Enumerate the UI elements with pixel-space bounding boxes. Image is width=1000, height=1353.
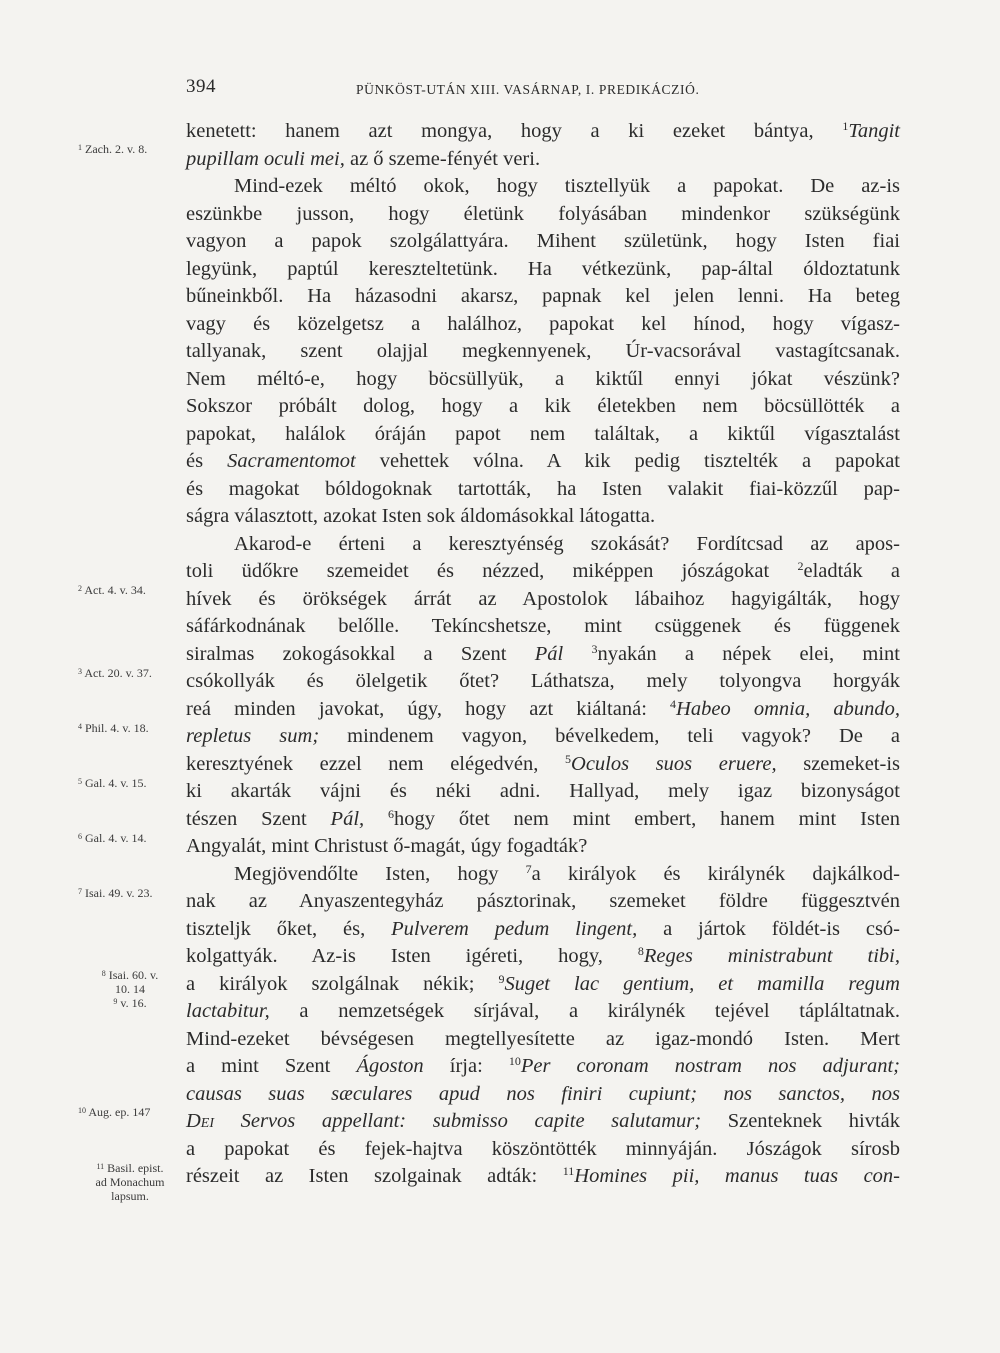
text-line: ságra választott, azokat Isten sok áldomásokkal látogatta. [186,505,656,527]
text-line: csókollyák és ölelgetik őtet? Láthatsza, mely tolyongva horgyák [186,670,900,692]
text-line: és Sacramentomot vehettek vólna. A kik pedig tisztelték a papokat [186,450,900,472]
text-line: vagy és közelgetsz a halálhoz, papokat kel hínod, hogy vígasz- [186,312,900,335]
text-line: sáfárkodnának belőlle. Tekíncshetsze, mint csüggenek és függenek [186,615,900,637]
text-line: a mint Szent Ágoston írja: $^{10}$Per coronam nostram nos adjurant; [186,1054,900,1077]
body-text [186,118,900,1191]
margin-note: $^6$ Gal. 4. v. 14. [78,831,147,845]
text-line: papokat, halálok óráján papot nem találtak, a kiktűl vígasztalást [186,422,900,445]
text-line: Mind-ezeket bévségesen megtellyesítette az igaz-mondó Isten. Mert [186,1027,900,1050]
margin-notes [0,0,186,1353]
margin-note: $^4$ Phil. 4. v. 18. [78,721,149,735]
text-line: pupillam oculi mei, az ő szeme-fényét veri. [186,147,541,170]
text-line: kolgattyák. Az-is Isten igéreti, hogy, $^8$Reges ministrabunt tibi, [186,944,901,967]
margin-note: $^8$ Isai. 60. v. 10. 14 $^9$ v. 16. [101,968,159,1010]
text-line: ki akarták vájni és néki adni. Hallyad, mely igaz bizonyságot [186,780,900,802]
text-line: eszünkbe jusson, hogy életünk folyásában mindenkor szükségünk [186,202,900,225]
margin-note: $^1$ Zach. 2. v. 8. [78,142,148,156]
page-number: 394 [186,76,216,97]
text-line: Akarod-e érteni a keresztyénség szokását? Fordítcsad az apos- [234,532,900,555]
text-line: részeit az Isten szolgainak adták: $^{11}$Homines pii, manus tuas con- [186,1164,900,1187]
text-line: a királyok szolgálnak nékik; $^9$Suget lac gentium, et mamilla regum [186,971,900,995]
text-line: Sokszor próbált dolog, hogy a kik életekben nem böcsüllötték a [186,395,900,417]
text-line: kenetett: hanem azt mongya, hogy a ki ezeket bántya, $^1$Tangit [186,119,900,142]
margin-note: $^5$ Gal. 4. v. 15. [78,776,147,790]
text-line: lactabitur, a nemzetségek sírjával, a királynék tejével tápláltatnak. [186,1000,900,1022]
text-line: a papokat és fejek-hajtva köszöntötték minnyáján. Jószágok sírosb [186,1137,900,1160]
text-line: causas suas sæculares apud nos finiri cupiunt; nos sanctos, nos [186,1082,900,1105]
margin-note: $^{10}$ Aug. ep. 147 [78,1105,151,1119]
text-line: vagyon a papok szolgálattyára. Mihent születünk, hogy Isten fiai [186,230,900,252]
margin-note: $^{11}$ Basil. epist. ad Monachum lapsum. [95,1161,165,1203]
text-line: hívek és örökségek árrát az Apostolok lábaihoz hagyigálták, hogy [186,587,900,610]
text-line: toli üdőkre szemeidet és nézzed, miképpen jószágokat $^2$eladták a [186,559,900,582]
text-line: és magokat bóldogoknak tartották, ha Isten valakit fiai-közzűl pap- [186,477,900,500]
text-line: Dei Servos appellant: submisso capite salutamur; Szenteknek hivták [186,1110,901,1132]
text-line: reá minden javokat, úgy, hogy azt kiáltaná: $^4$Habeo omnia, abundo, [186,696,900,720]
text-line: siralmas zokogásokkal a Szent Pál $^3$nyakán a népek elei, mint [186,641,901,665]
text-line: Megjövendőlte Isten, hogy $^7$a királyok és királynék dajkálkod- [234,861,900,885]
running-head: PÜNKÖST-UTÁN XIII. VASÁRNAP, I. PREDIKÁCZIÓ. [356,82,700,97]
text-line: Nem méltó-e, hogy böcsüllyük, a kiktűl ennyi jókat vészünk? [186,367,900,390]
text-line: nak az Anyaszentegyház pásztorinak, szemeket földre függesztvén [186,890,900,912]
text-line: Mind-ezek méltó okok, hogy tisztellyük a papokat. De az-is [234,175,900,197]
text-line: tallyanak, szent olajjal megkennyenek, Úr-vacsorával vastagítcsanak. [186,340,900,362]
margin-note: $^3$ Act. 20. v. 37. [78,666,152,680]
text-line: tészen Szent Pál, $^6$hogy őtet nem mint embert, hanem mint Isten [186,806,900,830]
text-line: legyünk, paptúl kereszteltetünk. Ha vétkezünk, pap-által óldoztatunk [186,257,900,280]
text-line: repletus sum; mindenem vagyon, bévelkedem, teli vagyok? De a [186,725,900,747]
text-line: bűneinkből. Ha házasodni akarsz, papnak kel jelen lenni. Ha beteg [186,285,900,307]
text-line: Angyalát, mint Christust ő-magát, úgy fogadták? [186,835,588,857]
margin-note: $^2$ Act. 4. v. 34. [78,583,146,597]
text-line: keresztyének ezzel nem elégedvén, $^5$Oculos suos eruere, szemeket-is [186,751,900,775]
text-line: tiszteljk őket, és, Pulverem pedum lingent, a jártok földét-is csó- [186,917,901,940]
margin-note: $^7$ Isai. 49. v. 23. [78,886,153,900]
